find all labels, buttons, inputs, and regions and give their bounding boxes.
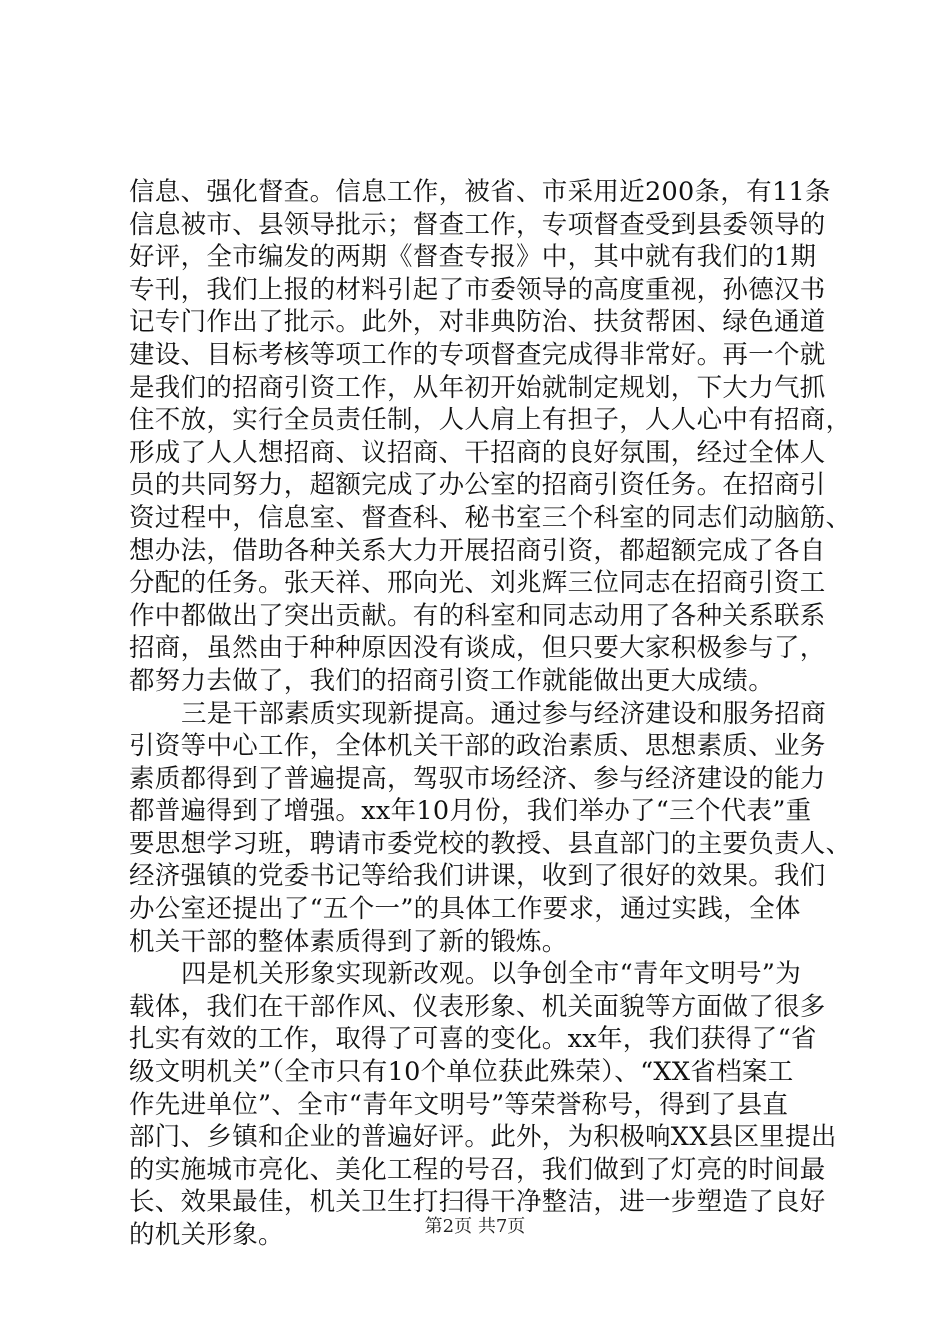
page-footer: 第2页 共7页 bbox=[424, 1216, 526, 1237]
text-line: 作中都做出了突出贡献。有的科室和同志动用了各种关系联系 bbox=[129, 600, 826, 631]
text-line: 机关干部的整体素质得到了新的锻炼。 bbox=[129, 926, 568, 957]
text-line: 好评，全市编发的两期《督查专报》中，其中就有我们的1期 bbox=[129, 242, 817, 273]
text-line: 部门、乡镇和企业的普遍好评。此外，为积极响XX县区里提出 bbox=[129, 1122, 837, 1153]
text-line: 载体，我们在干部作风、仪表形象、机关面貌等方面做了很多 bbox=[129, 991, 826, 1022]
body-text bbox=[129, 176, 852, 1252]
text-line: 建设、目标考核等项工作的专项督查完成得非常好。再一个就 bbox=[129, 339, 826, 370]
text-line: 信息、强化督查。信息工作，被省、市采用近200条，有11条 bbox=[129, 177, 831, 207]
text-line: 的机关形象。 bbox=[129, 1220, 284, 1250]
text-line: 引资等中心工作，全体机关干部的政治素质、思想素质、业务 bbox=[129, 731, 826, 762]
paragraph bbox=[129, 958, 837, 1251]
text-line: 住不放，实行全员责任制，人人肩上有担子，人人心中有招商， bbox=[129, 405, 852, 436]
text-line: 级文明机关”（全市只有10个单位获此殊荣）、“XX省档案工 bbox=[129, 1057, 794, 1088]
text-line: 形成了人人想招商、议招商、干招商的良好氛围，经过全体人 bbox=[129, 437, 826, 468]
text-line: 经济强镇的党委书记等给我们讲课，收到了很好的效果。我们 bbox=[129, 861, 826, 892]
text-line: 员的共同努力，超额完成了办公室的招商引资任务。在招商引 bbox=[129, 470, 826, 501]
text-line: 四是机关形象实现新改观。以争创全市“青年文明号”为 bbox=[181, 959, 802, 990]
text-line: 扎实有效的工作，取得了可喜的变化。xx年，我们获得了“省 bbox=[129, 1024, 817, 1055]
text-line: 都普遍得到了增强。xx年10月份，我们举办了“三个代表”重 bbox=[129, 796, 812, 827]
text-line: 资过程中，信息室、督查科、秘书室三个科室的同志们动脑筋、 bbox=[129, 502, 852, 533]
text-line: 分配的任务。张天祥、邢向光、刘兆辉三位同志在招商引资工 bbox=[129, 568, 826, 599]
text-line: 办公室还提出了“五个一”的具体工作要求，通过实践，全体 bbox=[129, 894, 801, 925]
text-line: 是我们的招商引资工作，从年初开始就制定规划，下大力气抓 bbox=[129, 372, 826, 403]
text-line: 专刊，我们上报的材料引起了市委领导的高度重视，孙德汉书 bbox=[129, 274, 826, 305]
text-line: 招商，虽然由于种种原因没有谈成，但只要大家积极参与了， bbox=[129, 633, 826, 664]
text-line: 记专门作出了批示。此外，对非典防治、扶贫帮困、绿色通道 bbox=[129, 307, 826, 338]
text-line: 要思想学习班，聘请市委党校的教授、县直部门的主要负责人、 bbox=[129, 828, 852, 859]
text-line: 想办法，借助各种关系大力开展招商引资，都超额完成了各自 bbox=[129, 535, 826, 566]
text-line: 的实施城市亮化、美化工程的号召，我们做到了灯亮的时间最 bbox=[129, 1154, 826, 1185]
paragraph bbox=[129, 176, 852, 698]
text-line: 素质都得到了普遍提高，驾驭市场经济、参与经济建设的能力 bbox=[129, 763, 826, 794]
text-line: 长、效果最佳，机关卫生打扫得干净整洁，进一步塑造了良好 bbox=[129, 1187, 826, 1218]
text-line: 信息被市、县领导批示；督查工作，专项督查受到县委领导的 bbox=[129, 209, 826, 240]
text-line: 都努力去做了，我们的招商引资工作就能做出更大成绩。 bbox=[129, 665, 775, 696]
paragraph bbox=[129, 698, 852, 959]
text-line: 作先进单位”、全市“青年文明号”等荣誉称号，得到了县直 bbox=[129, 1089, 789, 1120]
text-line: 三是干部素质实现新提高。通过参与经济建设和服务招商 bbox=[181, 698, 827, 729]
